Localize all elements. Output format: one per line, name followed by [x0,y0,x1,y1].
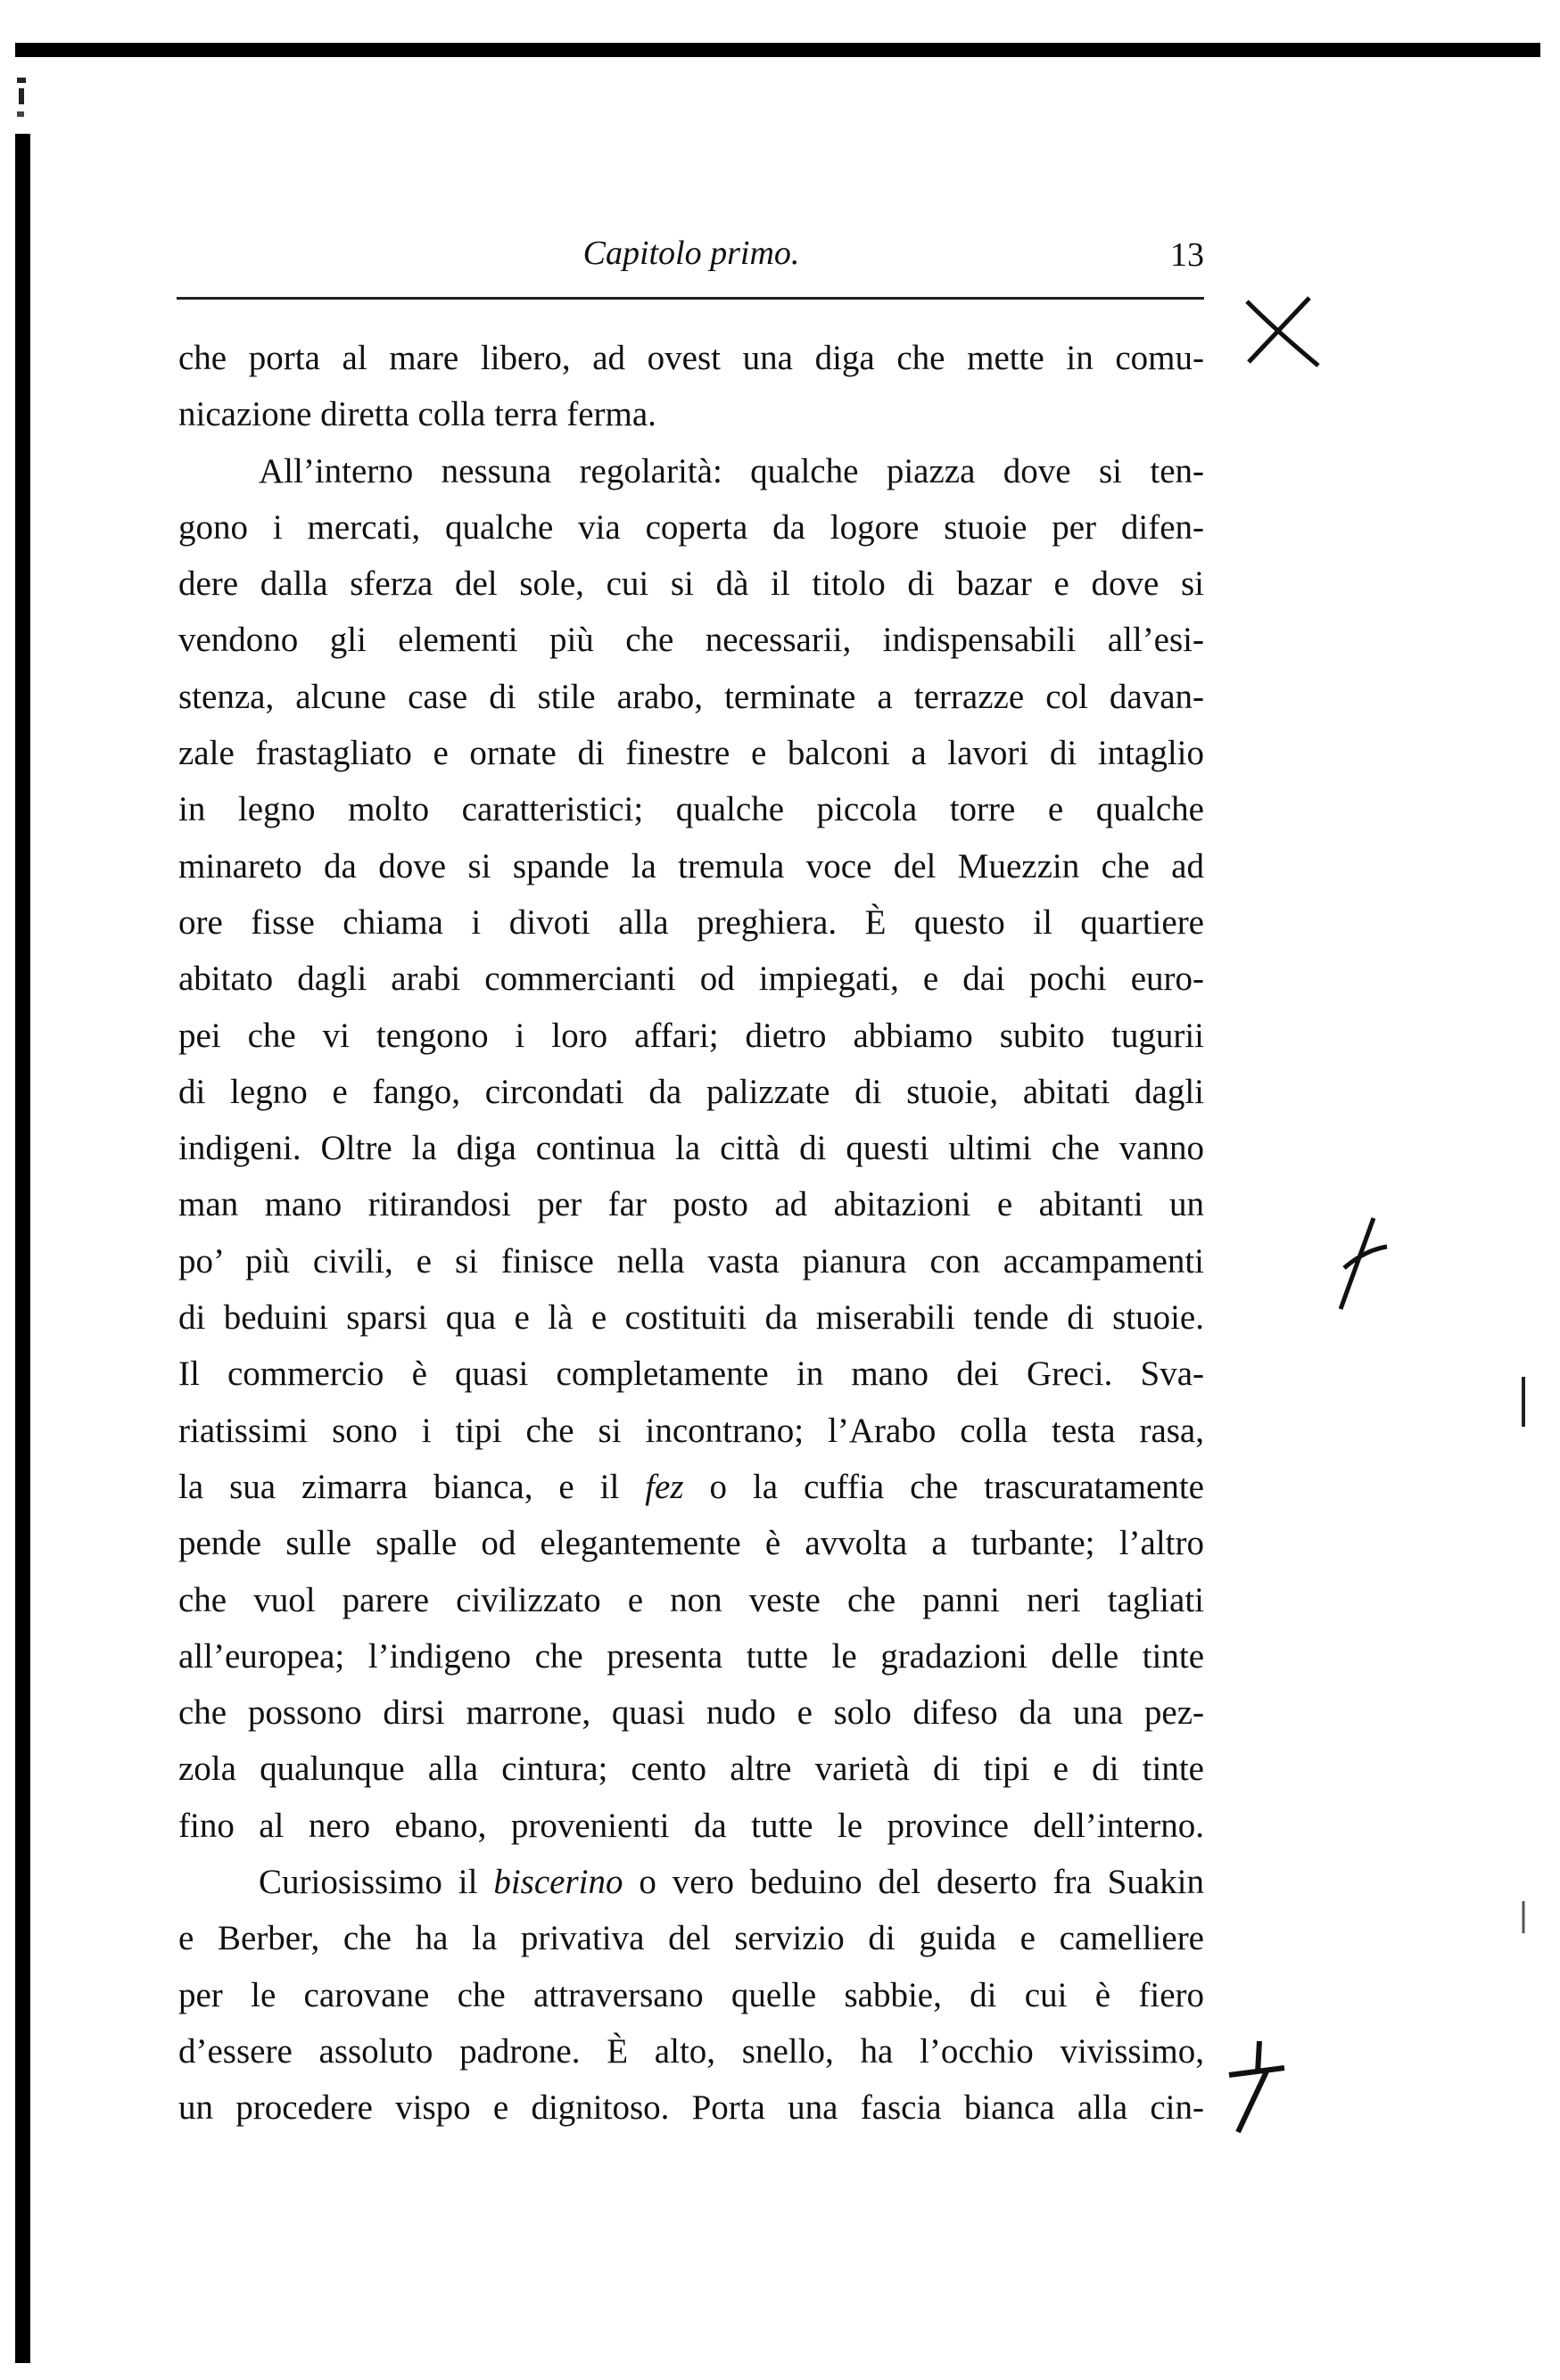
line-text: di legno e fango, circondati da palizzate di stuoie, abitati dagli [178,1072,1204,1111]
line-text: zola qualunque alla cintura; cento altre varietà di tipi e di tinte [178,1750,1204,1789]
line-text: per le carovane che attraversano quelle sabbie, di cui è fiero [178,1975,1204,2014]
line-text: All’interno nessuna regolarità: qualche piazza dove si ten- [259,451,1204,490]
text-line [178,2023,1204,2079]
line-text: d’essere assoluto padrone. È alto, snello, ha l’occhio vivissimo, [178,2031,1204,2071]
text-segment: o vero beduino del deserto fra Suakin [623,1863,1204,1902]
text-line [178,386,1204,442]
line-text: abitato dagli arabi commercianti od impiegati, e dai pochi euro- [178,959,1204,999]
line-text: fino al nero ebano, provenienti da tutte le province dell’interno. [178,1806,1204,1845]
scan-noise-mark [15,76,31,129]
text-line [178,1176,1204,1232]
line-text: dere dalla sferza del sole, cui si dà il titolo di bazar e dove si [178,564,1204,604]
line-text: un procedere vispo e dignitoso. Porta una fascia bianca alla cin- [178,2088,1204,2128]
text-line [178,1064,1204,1120]
line-text: minareto da dove si spande la tremula voce del Muezzin che ad [178,846,1204,885]
text-line [178,1741,1204,1797]
page-body-text [178,330,1204,2137]
header-rule [177,297,1204,300]
handwritten-x-mark [1240,294,1325,370]
page-number: 13 [1170,236,1204,274]
line-text: all’europea; l’indigeno che presenta tutte le gradazioni delle tinte [178,1636,1204,1676]
text-line [178,1854,1204,1910]
text-line [178,1289,1204,1346]
line-text: man mano ritirandosi per far posto ad abitazioni e abitanti un [178,1185,1204,1224]
line-text: pende sulle spalle od elegantemente è avvolta a turbante; l’altro [178,1524,1204,1563]
line-text: Il commercio è quasi completamente in mano dei Greci. Sva- [178,1355,1204,1394]
scan-border-left [15,134,30,2363]
text-line [178,556,1204,612]
text-line [178,1515,1204,1571]
italic-term: fez [645,1467,684,1506]
text-line [178,1910,1204,1966]
text-line [178,1628,1204,1684]
line-text: che porta al mare libero, ad ovest una diga che mette in comu- [178,339,1204,377]
line-text: pei che vi tengono i loro affari; dietro abbiamo subito tugurii [178,1016,1204,1055]
line-text: che possono dirsi marrone, quasi nudo e solo difeso da una pez- [178,1693,1204,1733]
text-line [178,499,1204,556]
line-text: di beduini sparsi qua e là e costituiti da miserabili tende di stuoie. [178,1298,1204,1338]
italic-term: biscerino [493,1863,623,1902]
text-line [178,951,1204,1007]
text-line [178,1233,1204,1289]
text-line [178,612,1204,668]
line-text: stenza, alcune case di stile arabo, terminate a terrazze col davan- [178,677,1204,716]
line-text: e Berber, che ha la privativa del servizio di guida e camelliere [178,1919,1204,1958]
line-text: vendono gli elementi più che necessarii, indispensabili all’esi- [178,621,1204,660]
line-text: po’ più civili, e si finisce nella vasta pianura con accampamenti [178,1241,1204,1281]
text-line [178,1008,1204,1064]
text-line [178,781,1204,837]
line-text: zale frastagliato e ornate di finestre e balconi a lavori di intaglio [178,734,1204,773]
text-line [178,1684,1204,1741]
line-text: nicazione diretta colla terra ferma. [178,395,656,434]
text-line [178,1120,1204,1176]
margin-tick-mark [1516,1899,1531,1935]
line-text: gono i mercati, qualche via coperta da logore stuoie per difen- [178,507,1204,547]
line-text: in legno molto caratteristici; qualche piccola torre e qualche [178,790,1204,829]
text-line [178,1798,1204,1854]
margin-tick-mark [1516,1375,1531,1429]
line-text [259,1854,1204,1910]
text-line [178,1346,1204,1402]
text-line [178,669,1204,725]
text-line [178,725,1204,781]
text-line [178,1967,1204,2023]
handwritten-slash-mark [1333,1215,1400,1313]
line-text: riatissimi sono i tipi che si incontrano; l’Arabo colla testa rasa, [178,1411,1204,1450]
scan-border-top [15,43,1540,57]
text-line [178,894,1204,951]
text-line [178,1572,1204,1628]
text-line [178,838,1204,894]
text-line [178,330,1204,386]
line-text: indigeni. Oltre la diga continua la città di questi ultimi che vanno [178,1129,1204,1168]
text-line [178,1459,1204,1515]
chapter-title: Capitolo primo. [582,235,800,272]
running-header [178,234,1204,278]
handwritten-cross-mark [1222,2038,1289,2136]
text-segment: Curiosissimo il [259,1863,494,1902]
text-segment: la sua zimarra bianca, e il [178,1467,646,1506]
line-text: che vuol parere civilizzato e non veste che panni neri tagliati [178,1580,1204,1619]
line-text [178,1459,1204,1515]
text-line [178,1403,1204,1459]
text-line [178,2079,1204,2136]
text-segment: o la cuffia che trascuratamente [683,1467,1204,1506]
line-text: ore fisse chiama i divoti alla preghiera. È questo il quartiere [178,902,1204,942]
text-line [178,443,1204,499]
